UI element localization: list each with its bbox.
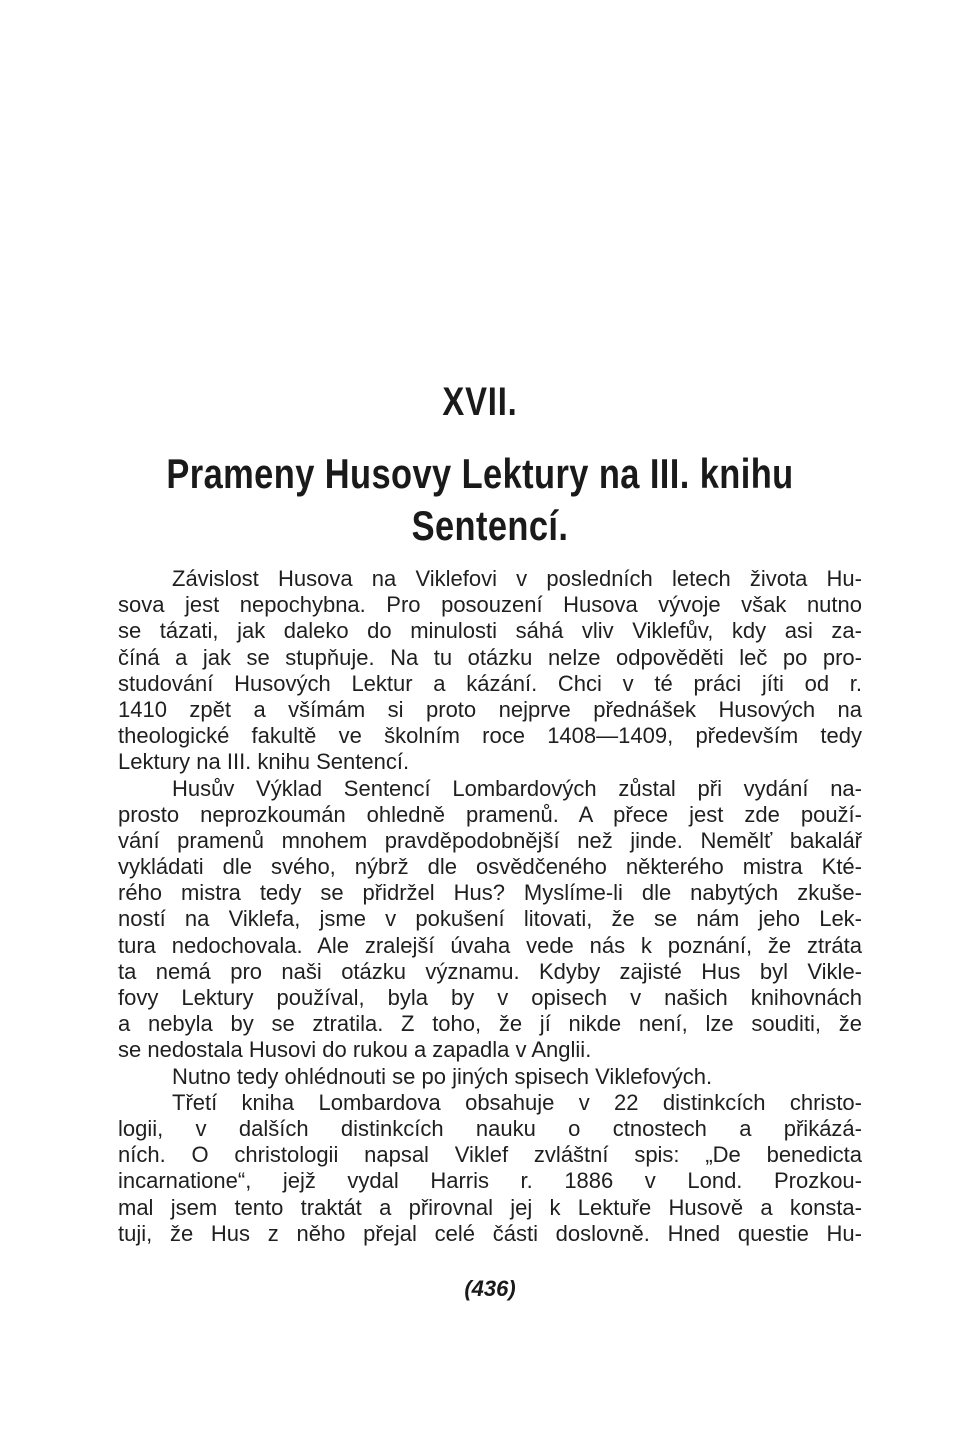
text-line: Závislost Husova na Viklefovi v posledních letech života Hu- [172,566,862,591]
text-line: rého mistra tedy se přidržel Hus? Myslíme-li dle nabytých zkuše- [118,880,862,906]
text-line: se nedostala Husovi do rukou a zapadla v Anglii. [118,1037,592,1063]
text-line: fovy Lektury používal, byla by v opisech v našich knihovnách [118,985,862,1010]
text-line: číná a jak se stupňuje. Na tu otázku nelze odpověděti leč po pro- [118,644,862,670]
chapter-number: XVII. [442,380,518,424]
chapter-title-line-1: Prameny Husovy Lektury na III. knihu [166,450,794,497]
text-line: logii, v dalších distinkcích nauku o ctnostech a přikázá- [118,1115,862,1141]
text-line: Nutno tedy ohlédnouti se po jiných spisech Viklefových. [172,1063,713,1089]
text-line: vání pramenů mnohem pravděpodobnější než jinde. Nemělť bakalář [118,827,862,853]
text-line: incarnatione“, jejž vydal Harris r. 1886 v Lond. Prozkou- [118,1168,862,1194]
text-line: tuji, že Hus z něho přejal celé části doslovně. Hned questie Hu- [118,1220,862,1246]
chapter-title-line-2: Sentencí. [411,502,569,549]
text-line: mal jsem tento traktát a přirovnal jej k Lektuře Husově a konsta- [118,1194,862,1220]
page-number: (436) [464,1276,516,1301]
text-line: se tázati, jak daleko do minulosti sáhá vliv Viklefův, kdy asi za- [118,618,862,644]
text-line: ních. O christologii napsal Viklef zvláštní spis: „De benedicta [118,1142,862,1168]
text-line: tura nedochovala. Ale zralejší úvaha vede nás k poznání, že ztráta [118,932,862,958]
text-line: sova jest nepochybna. Pro posouzení Husova vývoje však nutno [118,592,862,618]
text-line: Lektury na III. knihu Sentencí. [118,749,410,775]
text-line: Husův Výklad Sentencí Lombardových zůstal při vydání na- [172,775,862,801]
text-line: studování Husových Lektur a kázání. Chci v té práci jíti od r. [118,670,862,696]
text-line: 1410 zpět a všímám si proto nejprve přednášek Husových na [118,696,862,722]
text-line: a nebyla by se ztratila. Z toho, že jí nikde není, lze souditi, že [118,1011,862,1037]
text-line: ta nemá pro naši otázku významu. Kdyby zajisté Hus byl Vikle- [118,958,862,984]
text-line: prosto neprozkoumán ohledně pramenů. A přece jest zde použí- [118,801,862,827]
text-line: vykládati dle svého, nýbrž dle osvědčeného některého mistra Kté- [118,854,862,880]
body-text [118,566,862,1247]
text-line: theologické fakultě ve školním roce 1408—1409, především tedy [118,723,862,749]
text-line: ností na Viklefa, jsme v pokušení litovati, že se nám jeho Lek- [118,906,862,932]
text-line: Třetí kniha Lombardova obsahuje v 22 distinkcích christo- [172,1089,862,1115]
